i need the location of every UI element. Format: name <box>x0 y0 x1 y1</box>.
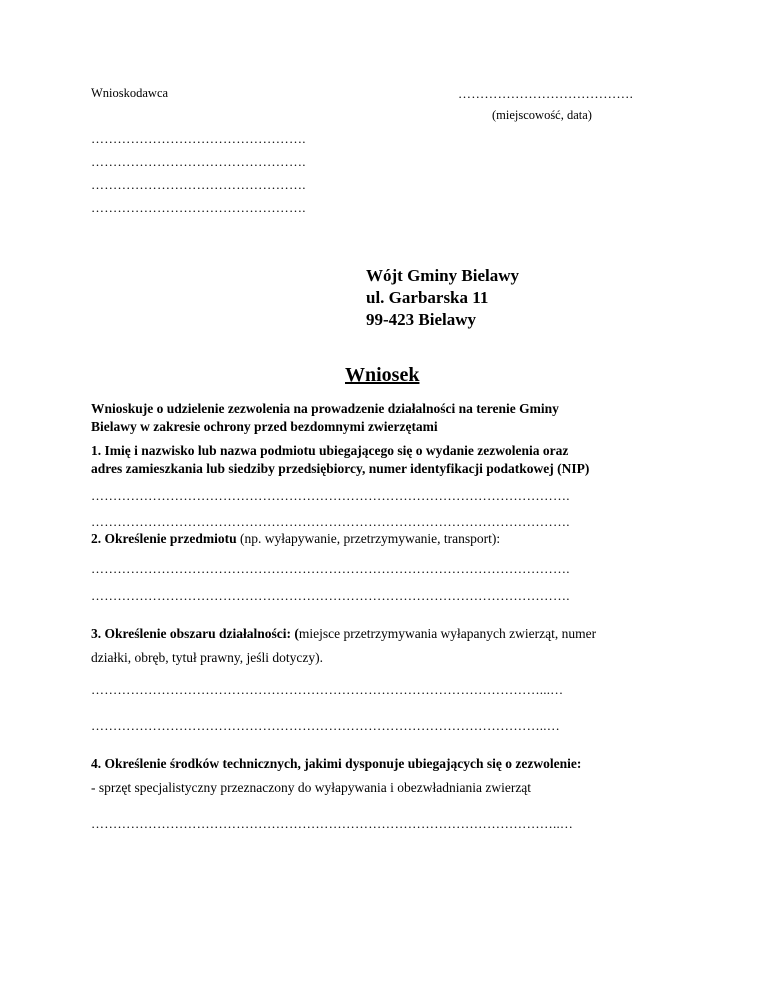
recipient-city: 99-423 Bielawy <box>366 310 477 329</box>
document-title: Wniosek <box>345 364 420 386</box>
recipient-address <box>366 265 519 331</box>
section-4-item: - sprzęt specjalistyczny przeznaczony do wyłapywania i obezwładniania zwierząt <box>91 780 532 795</box>
place-date-line: …………………………………. <box>458 86 634 101</box>
section-2-title: 2. Określenie przedmiotu <box>91 531 237 546</box>
recipient-street: ul. Garbarska 11 <box>366 288 489 307</box>
intro-line: Bielawy w zakresie ochrony przed bezdomnymi zwierzętami <box>91 419 438 434</box>
section-3-hint: miejsce przetrzymywania wyłapanych zwierząt, numer <box>298 626 597 641</box>
section-3-heading <box>91 622 596 670</box>
section-4-heading <box>91 752 581 800</box>
section-2-hint: (np. wyłapywanie, przetrzymywanie, transport): <box>236 531 501 546</box>
section-3-title: 3. Określenie obszaru działalności: ( <box>91 626 299 641</box>
section-1-line: adres zamieszkania lub siedziby przedsiębiorcy, numer identyfikacji podatkowej (NIP) <box>91 461 590 476</box>
section-1-line: 1. Imię i nazwisko lub nazwa podmiotu ubiegającego się o wydanie zezwolenia oraz <box>91 443 569 458</box>
section-2-fill: ………………………………………………………………………………………………. <box>91 561 570 576</box>
section-2-fill: ………………………………………………………………………………………………. <box>91 588 570 603</box>
intro-line: Wnioskuje o udzielenie zezwolenia na prowadzenie działalności na terenie Gminy <box>91 401 559 416</box>
section-3-fill: …………………………………………………………………………………………...… <box>91 682 564 697</box>
section-4-fill: ……………………………………………………………………………………………..… <box>91 816 574 831</box>
section-2-heading <box>91 530 500 548</box>
section-1-fill: ………………………………………………………………………………………………. <box>91 514 570 529</box>
section-3-hint-line2: działki, obręb, tytuł prawny, jeśli dotyczy). <box>91 650 323 665</box>
section-1-fill: ………………………………………………………………………………………………. <box>91 488 570 503</box>
applicant-line: …………………………………………. <box>91 200 306 215</box>
place-date-caption: (miejscowość, data) <box>492 108 592 122</box>
applicant-line: …………………………………………. <box>91 177 306 192</box>
section-4-title: 4. Określenie środków technicznych, jakimi dysponuje ubiegających się o zezwolenie: <box>91 756 582 771</box>
applicant-line: …………………………………………. <box>91 131 306 146</box>
section-3-fill: …………………………………………………………………………………………..… <box>91 718 560 733</box>
section-1-heading <box>91 442 589 478</box>
applicant-line: …………………………………………. <box>91 154 306 169</box>
recipient-name: Wójt Gminy Bielawy <box>366 266 519 285</box>
applicant-label: Wnioskodawca <box>91 86 169 100</box>
intro-text <box>91 400 559 436</box>
